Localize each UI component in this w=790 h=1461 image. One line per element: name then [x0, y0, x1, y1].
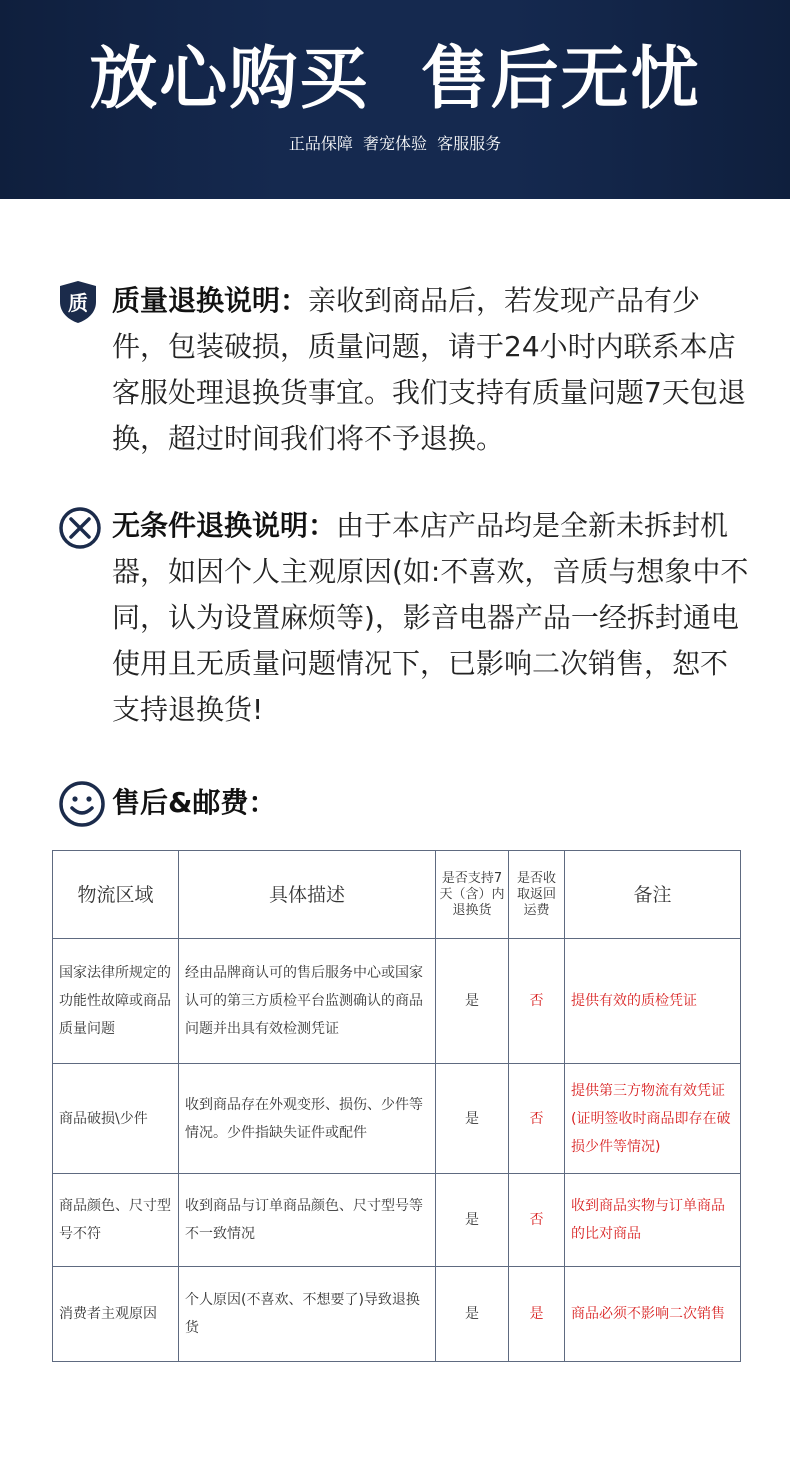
row-region: 消费者主观原因: [53, 1267, 179, 1362]
shield-icon: [58, 280, 98, 324]
banner-subtitle: 正品保障 奢宠体验 客服服务: [288, 134, 502, 153]
header-return7: 是否支持7天（含）内退换货: [436, 851, 509, 939]
quality-return-heading: 质量退换说明：: [112, 284, 309, 317]
row-shipping: 是: [509, 1267, 565, 1362]
row-desc: 收到商品存在外观变形、损伤、少件等情况。少件指缺失证件或配件: [179, 1064, 436, 1174]
header-banner: [0, 0, 790, 199]
table-row: [53, 939, 741, 1064]
row-return7: 是: [436, 1174, 509, 1267]
row-region: 商品颜色、尺寸型号不符: [53, 1174, 179, 1267]
circle-x-icon: [58, 506, 102, 550]
header-shipping: 是否收取返回运费: [509, 851, 565, 939]
aftersales-section: [58, 780, 758, 832]
quality-return-section: [58, 278, 758, 468]
table-row: [53, 1174, 741, 1267]
header-region: 物流区域: [53, 851, 179, 939]
row-region: 国家法律所规定的功能性故障或商品质量问题: [53, 939, 179, 1064]
row-shipping: 否: [509, 1174, 565, 1267]
row-desc: 经由品牌商认可的售后服务中心或国家认可的第三方质检平台监测确认的商品问题并出具有效检测凭证: [179, 939, 436, 1064]
row-desc: 个人原因(不喜欢、不想要了)导致退换货: [179, 1267, 436, 1362]
row-note: 商品必须不影响二次销售: [565, 1267, 741, 1362]
aftersales-policy-table: [52, 850, 741, 1362]
row-desc: 收到商品与订单商品颜色、尺寸型号等不一致情况: [179, 1174, 436, 1267]
header-note: 备注: [565, 851, 741, 939]
row-note: 提供有效的质检凭证: [565, 939, 741, 1064]
table-row: [53, 1267, 741, 1362]
row-region: 商品破损\少件: [53, 1064, 179, 1174]
header-desc: 具体描述: [179, 851, 436, 939]
shield-icon-char: 质: [68, 291, 88, 315]
unconditional-return-section: [58, 503, 758, 743]
table-header-row: [53, 851, 741, 939]
row-shipping: 否: [509, 1064, 565, 1174]
unconditional-return-body: 由于本店产品均是全新未拆封机器，如因个人主观原因(如:不喜欢，音质与想象中不同，认为设置麻烦等)，影音电器产品一经拆封通电使用且无质量问题情况下，已影响二次销售，恕不支持退换货!: [112, 509, 749, 726]
row-return7: 是: [436, 1064, 509, 1174]
aftersales-heading: 售后&邮费：: [112, 786, 277, 819]
row-return7: 是: [436, 1267, 509, 1362]
banner-title: 放心购买 售后无忧: [89, 40, 701, 119]
row-note: 收到商品实物与订单商品的比对商品: [565, 1174, 741, 1267]
quality-return-body: 亲收到商品后，若发现产品有少件，包装破损，质量问题，请于24小时内联系本店客服处理退换货事宜。我们支持有质量问题7天包退换，超过时间我们将不予退换。: [112, 284, 746, 455]
unconditional-return-text: [112, 503, 752, 733]
row-note: 提供第三方物流有效凭证(证明签收时商品即存在破损少件等情况): [565, 1064, 741, 1174]
table-row: [53, 1064, 741, 1174]
smiley-icon: [58, 780, 106, 828]
row-shipping: 否: [509, 939, 565, 1064]
quality-return-text: [112, 278, 752, 462]
unconditional-return-heading: 无条件退换说明：: [112, 509, 337, 542]
row-return7: 是: [436, 939, 509, 1064]
